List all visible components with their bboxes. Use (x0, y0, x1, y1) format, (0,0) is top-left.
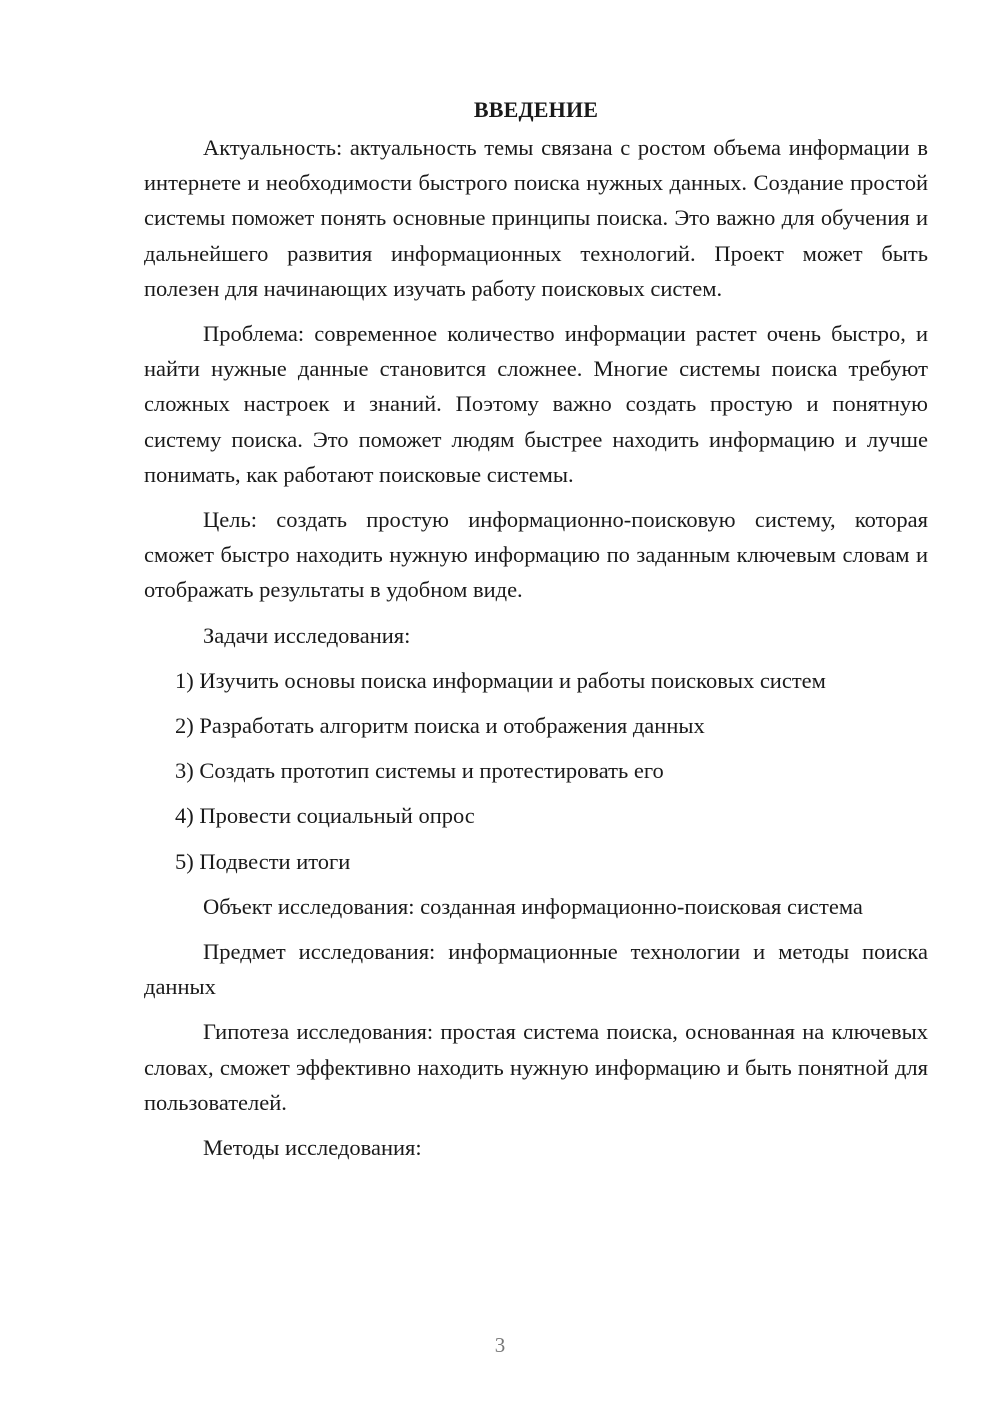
paragraph-problem: Проблема: современное количество информации растет очень быстро, и найти нужные данные становится сложнее. Многие системы поиска требуют сложных настроек и знаний. Поэтому важно создать простую и понятную систему поиска. Это поможет людям быстрее находить информацию и лучше понимать, как работают поисковые системы. (144, 321, 928, 487)
tasks-heading: Задачи исследования: (203, 622, 411, 648)
list-item: 1) Изучить основы поиска информации и работы поисковых систем (175, 667, 826, 693)
paragraph-relevance: Актуальность: актуальность темы связана с ростом объема информации в интернете и необходимости быстрого поиска нужных данных. Создание простой системы поможет понять основные принципы поиска. Это важно для обучения и дальнейшего развития информационных технологий. Проект может быть полезен для начинающих изучать работу поисковых систем. (144, 135, 928, 301)
tasks-list (144, 663, 928, 879)
paragraph-goal: Цель: создать простую информационно-поисковую систему, которая сможет быстро находить нужную информацию по заданным ключевым словам и отображать результаты в удобном виде. (144, 507, 928, 603)
paragraph-object: Объект исследования: созданная информационно-поисковая система (203, 893, 863, 919)
list-item: 4) Провести социальный опрос (175, 803, 475, 829)
list-item: 3) Создать прототип системы и протестировать его (175, 758, 664, 784)
page-content (144, 92, 928, 1175)
paragraph-subject: Предмет исследования: информационные технологии и методы поиска данных (144, 939, 928, 1000)
list-item: 5) Подвести итоги (175, 848, 351, 874)
list-item: 2) Разработать алгоритм поиска и отображения данных (175, 713, 705, 739)
page-number: 3 (494, 1333, 506, 1357)
methods-heading: Методы исследования: (203, 1135, 422, 1161)
paragraph-hypothesis: Гипотеза исследования: простая система поиска, основанная на ключевых словах, сможет эффективно находить нужную информацию и быть понятной для пользователей. (144, 1019, 928, 1115)
page-title: ВВЕДЕНИЕ (473, 97, 599, 122)
